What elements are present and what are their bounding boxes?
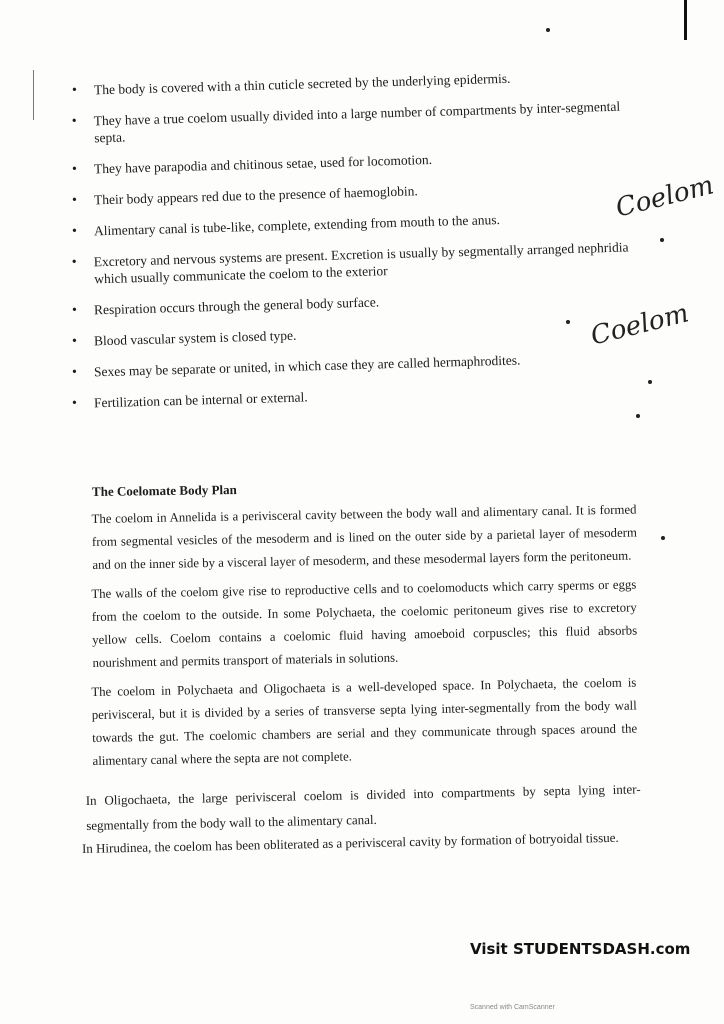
scan-speck	[636, 414, 640, 418]
list-item: • Alimentary canal is tube-like, complete, extending from mouth to the anus.	[72, 207, 632, 240]
scanner-credit: Scanned with CamScanner	[470, 1004, 555, 1011]
website-watermark: Visit STUDENTSDASH.com	[470, 940, 691, 958]
handwritten-note: Coelom	[587, 298, 692, 352]
list-item: • Sexes may be separate or united, in which case they are called hermaphrodites.	[72, 348, 632, 381]
list-item: • Their body appears red due to the presence of haemoglobin.	[72, 176, 632, 209]
annelida-features-list	[72, 70, 632, 426]
list-item: • They have parapodia and chitinous setae, used for locomotion.	[72, 145, 632, 178]
scan-speck	[566, 320, 570, 324]
list-item: • They have a true coelom usually divided into a large number of compartments by inter-segmental septa.	[72, 97, 633, 147]
section-paragraph: The walls of the coelom give rise to reproductive cells and to coelomoducts which carry sperms or eggs from the coelom to the outside. In some Polychaeta, the coelomic peritoneum gives rise to excretory yellow cells. Coelom contains a coelomic fluid having amoeboid corpuscles; this fluid absorbs nourishment and permits transport of materials in solutions.	[91, 577, 638, 670]
section-title: The Coelomate Body Plan	[91, 481, 237, 499]
list-item: • The body is covered with a thin cuticle secreted by the underlying epidermis.	[72, 66, 632, 99]
scan-edge-mark	[684, 0, 687, 40]
list-item: • Fertilization can be internal or external.	[72, 379, 632, 412]
hirudinea-paragraph: In Hirudinea, the coelom has been obliterated as a perivisceral cavity by formation of botryoidal tissue.	[81, 829, 619, 856]
coelomate-section	[91, 481, 638, 779]
list-item: • Excretory and nervous systems are present. Excretion is usually by segmentally arranged nephridia which usually communicate the coelom to the exterior	[72, 238, 633, 288]
list-item: • Respiration occurs through the general body surface.	[72, 286, 632, 319]
scan-speck	[546, 28, 550, 32]
section-paragraph: The coelom in Polychaeta and Oligochaeta is a well-developed space. In Polychaeta, the coelom is perivisceral, but it is divided by a series of transverse septa lying inter-segmentally from the body wall towards the gut. The coelomic chambers are serial and they communicate through spaces around the alimentary canal where the septa are not complete.	[91, 675, 638, 768]
scan-edge-mark	[33, 70, 34, 120]
scan-speck	[661, 536, 665, 540]
oligochaeta-paragraph: In Oligochaeta, the large perivisceral coelom is divided into compartments by septa lying inter-segmentally from the body wall to the alimentary canal.	[85, 781, 641, 833]
list-item: • Blood vascular system is closed type.	[72, 317, 632, 350]
scan-speck	[648, 380, 652, 384]
section-paragraph: The coelom in Annelida is a perivisceral cavity between the body wall and alimentary canal. It is formed from segmental vesicles of the mesoderm and is lined on the outer side by a parietal layer of mesoderm and on the inner side by a visceral layer of mesoderm, and these mesodermal layers form the peritoneum.	[91, 502, 638, 572]
handwritten-note: Coelom	[612, 170, 717, 224]
scan-speck	[660, 238, 664, 242]
